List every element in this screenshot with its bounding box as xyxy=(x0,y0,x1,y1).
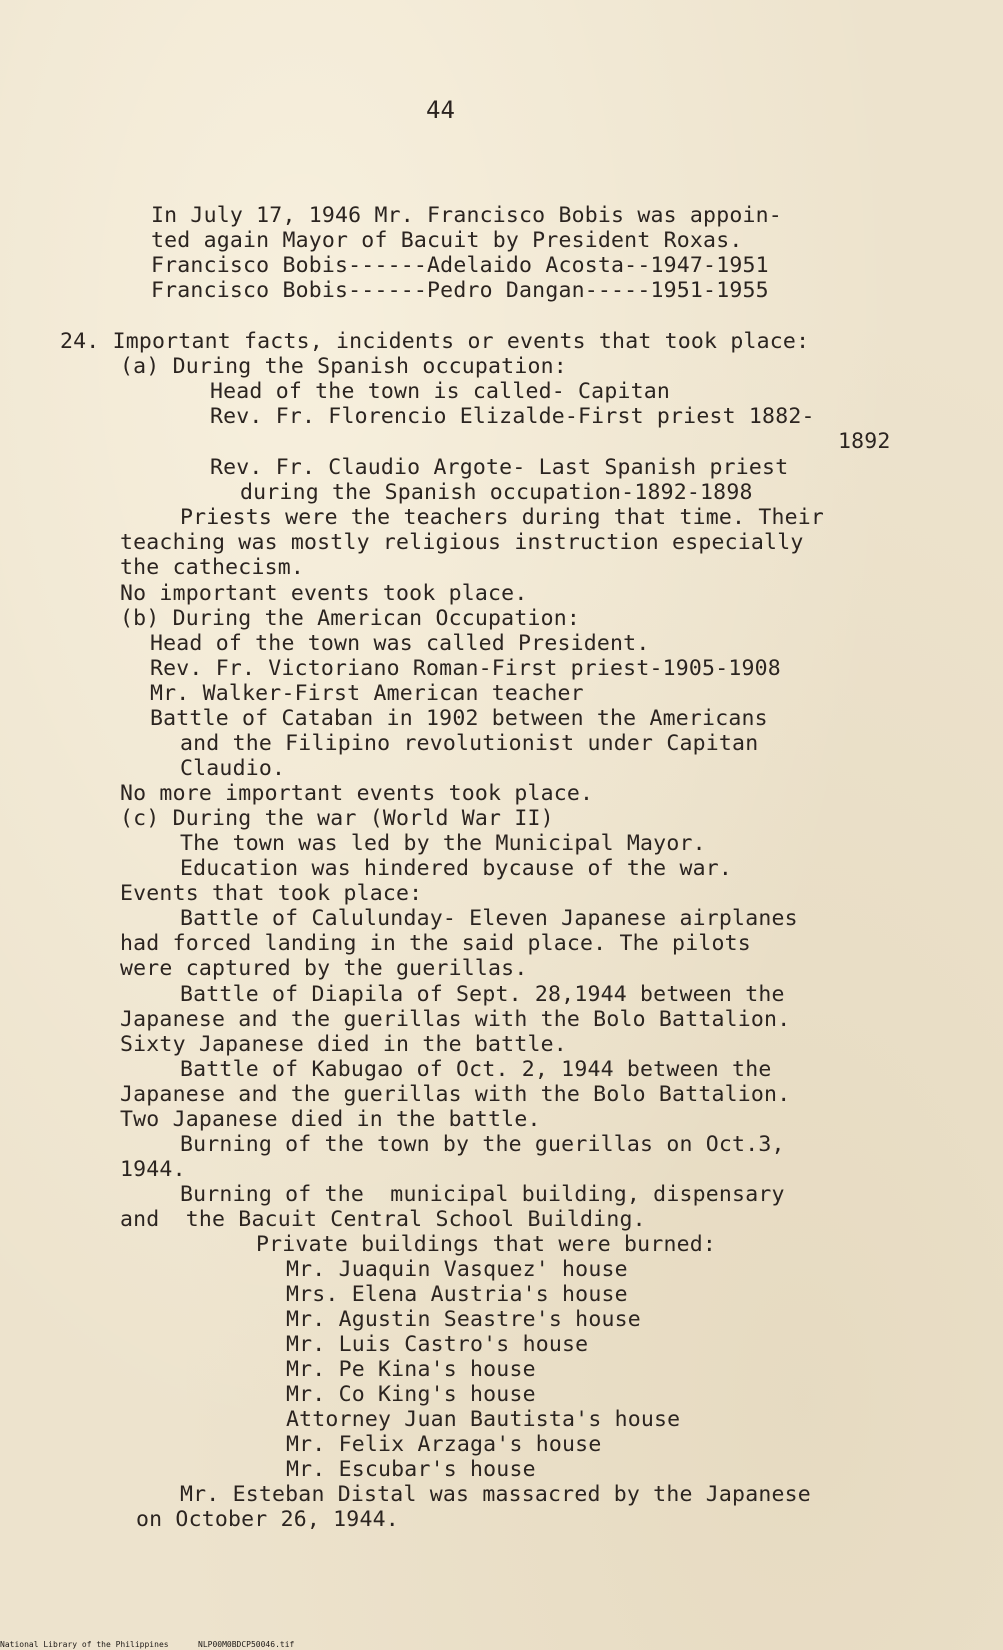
text-line: Rev. Fr. Victoriano Roman-First priest-1905-1908 xyxy=(150,656,781,681)
text-line: on October 26, 1944. xyxy=(136,1507,399,1532)
text-line: Rev. Fr. Florencio Elizalde-First priest 1882- xyxy=(210,404,815,429)
text-line: Education was hindered bycause of the war. xyxy=(180,856,733,881)
text-line: No more important events took place. xyxy=(120,781,594,806)
list-item: Attorney Juan Bautista's house xyxy=(286,1407,681,1432)
list-item: Mr. Felix Arzaga's house xyxy=(286,1432,602,1457)
text-line: and the Bacuit Central School Building. xyxy=(120,1207,646,1232)
footer-file-id: NLP00M0BDCP50046.tif xyxy=(198,1640,295,1649)
text-line: The town was led by the Municipal Mayor. xyxy=(180,831,706,856)
text-line: had forced landing in the said place. The pilots xyxy=(120,931,751,956)
text-line: Claudio. xyxy=(180,756,286,781)
text-line: Private buildings that were burned: xyxy=(256,1232,717,1257)
text-line: 1892 xyxy=(838,429,891,454)
text-line: Battle of Cataban in 1902 between the Americans xyxy=(150,706,768,731)
list-item: Mr. Juaquin Vasquez' house xyxy=(286,1257,628,1282)
text-line: Priests were the teachers during that time. Their xyxy=(180,505,825,530)
text-line: Battle of Diapila of Sept. 28,1944 between the xyxy=(180,982,785,1007)
subsection-heading: (c) During the war (World War II) xyxy=(120,806,554,831)
footer-library: National Library of the Philippines xyxy=(0,1640,169,1649)
text-line: Mr. Esteban Distal was massacred by the Japanese xyxy=(180,1482,811,1507)
text-line: during the Spanish occupation-1892-1898 xyxy=(240,480,753,505)
text-line: No important events took place. xyxy=(120,581,528,606)
text-line: ted again Mayor of Bacuit by President Roxas. xyxy=(151,228,743,253)
text-line: Sixty Japanese died in the battle. xyxy=(120,1032,567,1057)
text-line: Two Japanese died in the battle. xyxy=(120,1107,541,1132)
text-line: the cathecism. xyxy=(120,555,305,580)
text-line: Battle of Kabugao of Oct. 2, 1944 between the xyxy=(180,1057,772,1082)
text-line: Francisco Bobis------Adelaido Acosta--1947-1951 xyxy=(151,253,769,278)
list-item: Mr. Agustin Seastre's house xyxy=(286,1307,641,1332)
text-line: teaching was mostly religious instruction especially xyxy=(120,530,804,555)
text-line: In July 17, 1946 Mr. Francisco Bobis was appoin- xyxy=(151,203,782,228)
list-item: Mr. Co King's house xyxy=(286,1382,536,1407)
subsection-heading: (a) During the Spanish occupation: xyxy=(120,354,567,379)
text-line: Burning of the municipal building, dispensary xyxy=(180,1182,785,1207)
text-line: were captured by the guerillas. xyxy=(120,956,528,981)
section-heading: 24. Important facts, incidents or events that took place: xyxy=(60,329,810,354)
text-line: Mr. Walker-First American teacher xyxy=(150,681,584,706)
list-item: Mr. Pe Kina's house xyxy=(286,1357,536,1382)
subsection-heading: (b) During the American Occupation: xyxy=(120,606,581,631)
text-line: Events that took place: xyxy=(120,881,423,906)
text-line: 1944. xyxy=(120,1157,186,1182)
list-item: Mrs. Elena Austria's house xyxy=(286,1282,628,1307)
text-line: and the Filipino revolutionist under Capitan xyxy=(180,731,759,756)
text-line: Rev. Fr. Claudio Argote- Last Spanish priest xyxy=(210,455,789,480)
text-line: Burning of the town by the guerillas on Oct.3, xyxy=(180,1132,785,1157)
text-line: Head of the town was called President. xyxy=(150,631,650,656)
text-line: Japanese and the guerillas with the Bolo Battalion. xyxy=(120,1007,791,1032)
text-line: Japanese and the guerillas with the Bolo Battalion. xyxy=(120,1082,791,1107)
text-line: Francisco Bobis------Pedro Dangan-----1951-1955 xyxy=(151,278,769,303)
page-number: 44 xyxy=(426,96,455,124)
text-line: Head of the town is called- Capitan xyxy=(210,379,671,404)
list-item: Mr. Escubar's house xyxy=(286,1457,536,1482)
list-item: Mr. Luis Castro's house xyxy=(286,1332,589,1357)
text-line: Battle of Calulunday- Eleven Japanese airplanes xyxy=(180,906,798,931)
